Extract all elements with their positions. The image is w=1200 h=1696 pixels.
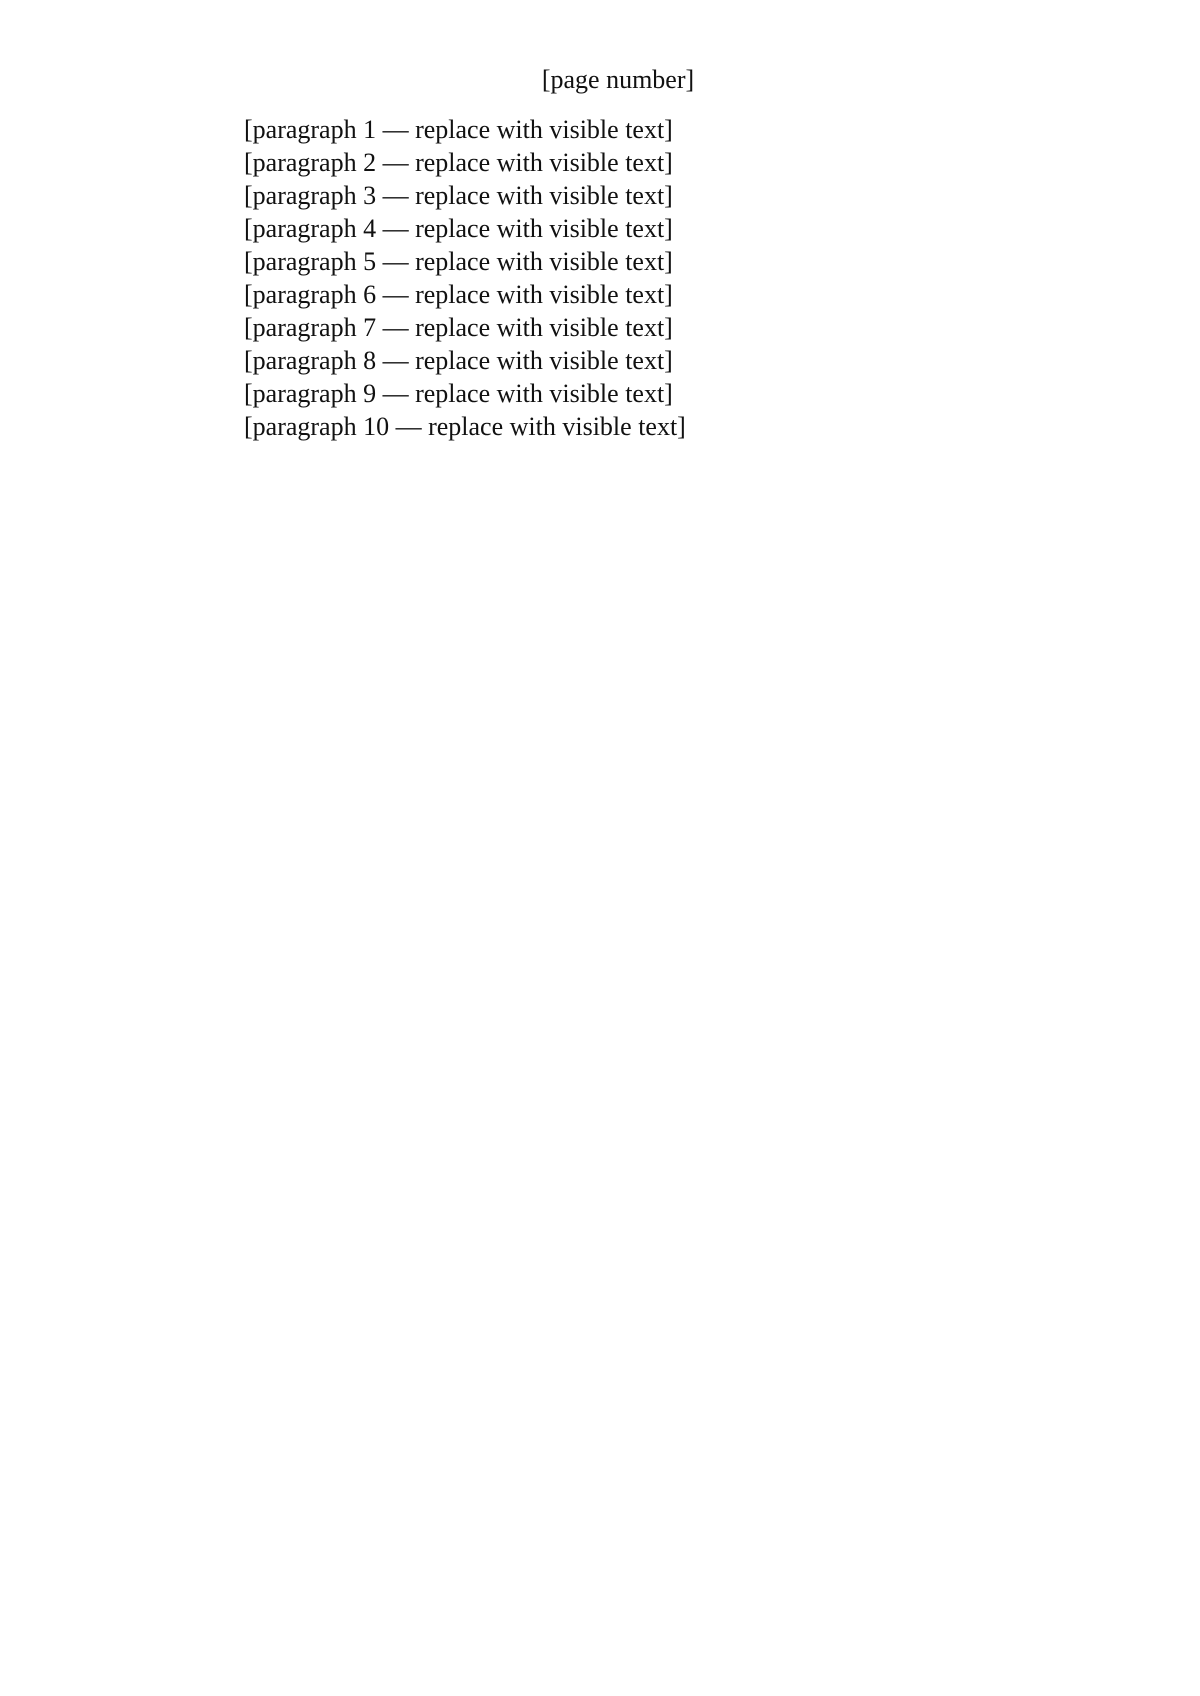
paragraph: [paragraph 3 — replace with visible text] bbox=[244, 181, 673, 210]
document-body bbox=[172, 114, 1064, 442]
paragraph: [paragraph 7 — replace with visible text] bbox=[244, 313, 673, 342]
paragraph: [paragraph 2 — replace with visible text] bbox=[244, 148, 673, 177]
paragraph: [paragraph 4 — replace with visible text] bbox=[244, 214, 673, 243]
paragraph: [paragraph 5 — replace with visible text] bbox=[244, 247, 673, 276]
paragraph: [paragraph 10 — replace with visible text] bbox=[244, 412, 686, 441]
paragraph: [paragraph 8 — replace with visible text] bbox=[244, 346, 673, 375]
paragraph: [paragraph 6 — replace with visible text] bbox=[244, 280, 673, 309]
page-number: [page number] bbox=[541, 65, 695, 94]
paragraph: [paragraph 1 — replace with visible text] bbox=[244, 115, 673, 144]
paragraph: [paragraph 9 — replace with visible text] bbox=[244, 379, 673, 408]
